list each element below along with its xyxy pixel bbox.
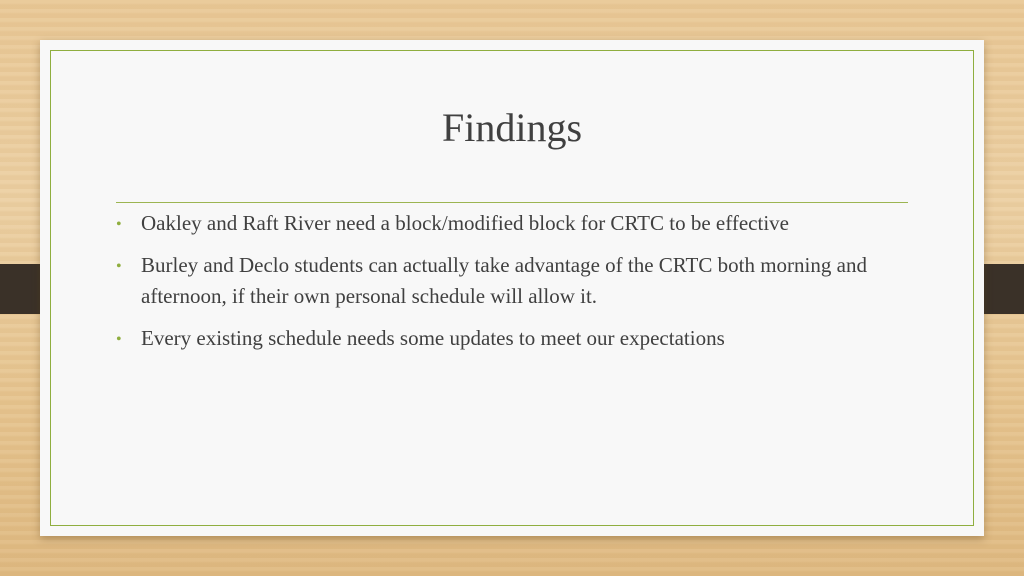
- bullet-icon: •: [116, 258, 122, 275]
- bullet-list: [116, 208, 876, 365]
- bullet-text: Burley and Declo students can actually take advantage of the CRTC both morning and afternoon, if their own personal schedule will allow it.: [141, 253, 867, 308]
- slide: [40, 40, 984, 536]
- bullet-item: [116, 208, 876, 239]
- bullet-item: [116, 250, 876, 312]
- bullet-text: Every existing schedule needs some updates to meet our expectations: [141, 326, 725, 350]
- title-divider: [116, 202, 908, 203]
- bullet-text: Oakley and Raft River need a block/modified block for CRTC to be effective: [141, 211, 789, 235]
- slide-title: Findings: [441, 105, 583, 150]
- bullet-icon: •: [116, 331, 122, 348]
- bullet-icon: •: [116, 216, 122, 233]
- bullet-item: [116, 323, 876, 354]
- right-edge-tab: [984, 264, 1024, 314]
- left-edge-tab: [0, 264, 40, 314]
